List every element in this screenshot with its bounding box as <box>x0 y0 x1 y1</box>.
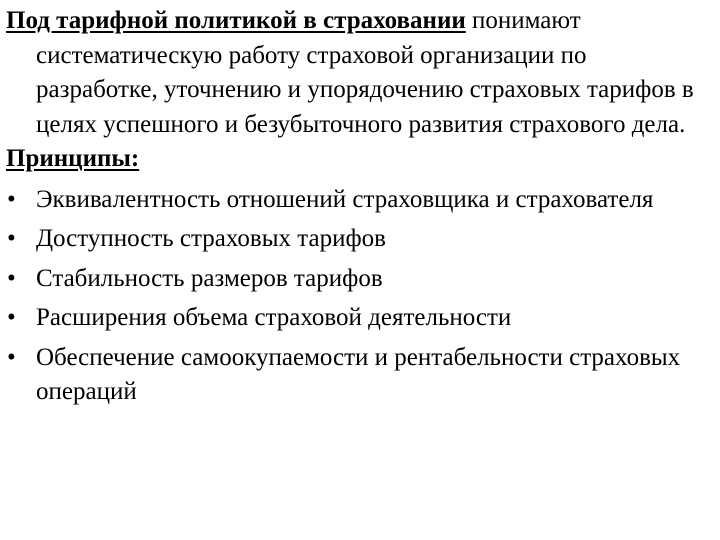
principles-heading: Принципы: <box>6 145 140 172</box>
list-item-text: Доступность страховых тарифов <box>36 225 386 252</box>
list-item <box>6 183 706 218</box>
list-item <box>6 222 706 257</box>
bullet-icon: • <box>7 304 16 331</box>
slide-content <box>6 4 706 415</box>
bullet-icon: • <box>7 264 16 292</box>
list-item-text: Стабильность размеров тарифов <box>36 264 383 292</box>
intro-paragraph <box>6 4 706 142</box>
principles-list <box>6 183 706 410</box>
intro-text: понимают систематическую работу страховой организации по разработке, уточнению и упорядочению страховых тарифов в целях успешного и безубыточного развития страхового дела. <box>36 7 694 138</box>
list-item-text: Расширения объема страховой деятельности <box>36 304 512 331</box>
list-item-text: Эквивалентность отношений страховщика и страхователя <box>36 185 654 213</box>
list-item-text: Обеспечение самоокупаемости и рентабельности страховых операций <box>36 343 681 405</box>
list-item <box>6 262 706 297</box>
list-item <box>6 301 706 336</box>
bullet-icon: • <box>7 225 16 252</box>
list-item <box>6 341 706 410</box>
intro-term: Под тарифной политикой в страховании <box>6 7 466 34</box>
bullet-icon: • <box>7 185 16 213</box>
bullet-icon: • <box>7 343 16 371</box>
